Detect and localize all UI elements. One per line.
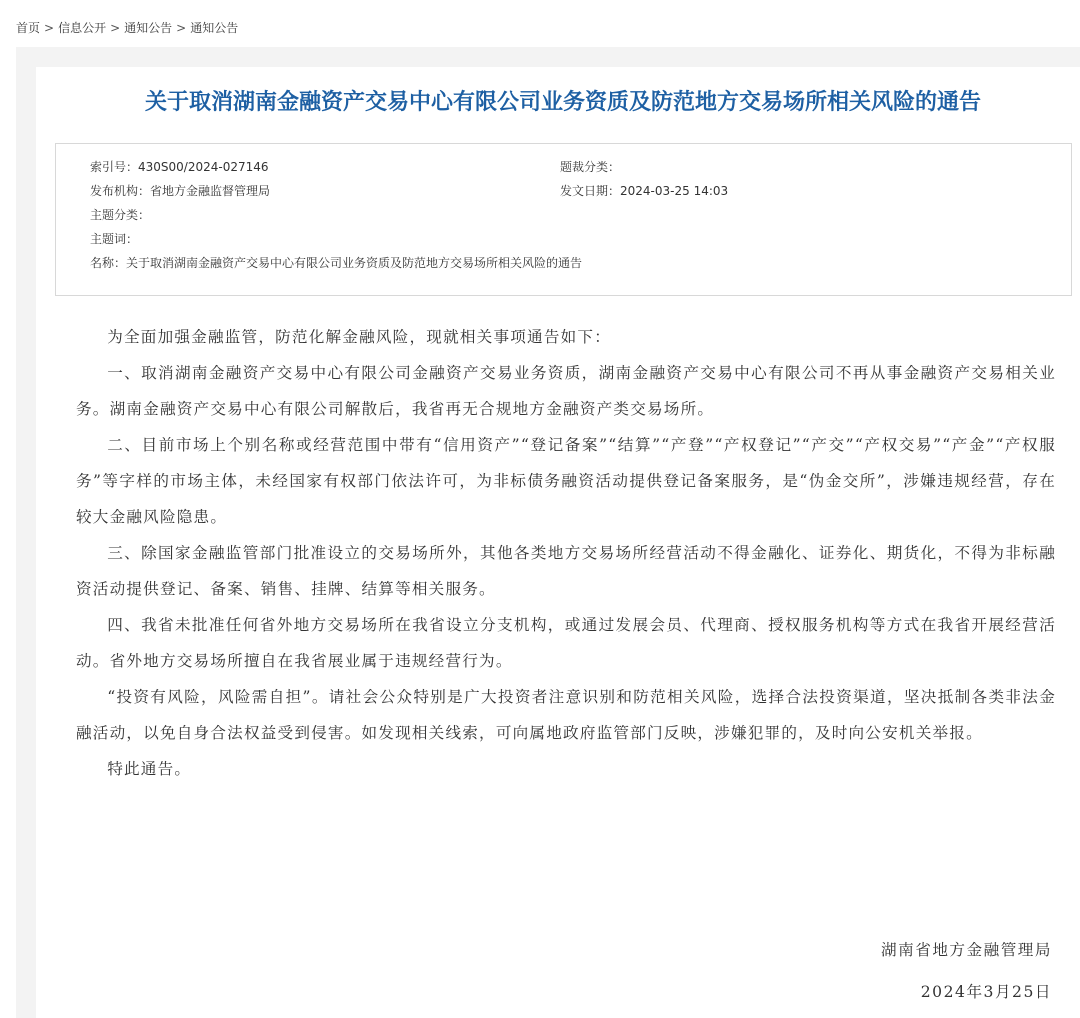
breadcrumb-separator: >	[44, 21, 55, 35]
article-body	[76, 319, 1056, 787]
breadcrumb-current-link[interactable]: 通知公告	[190, 21, 239, 35]
article-paragraph: 一、取消湖南金融资产交易中心有限公司金融资产交易业务资质，湖南金融资产交易中心有限公司不再从事金融资产交易相关业务。湖南金融资产交易中心有限公司解散后，我省再无合规地方金融资产类交易场所。	[76, 364, 1056, 418]
meta-index	[90, 159, 269, 175]
meta-topic-label: 主题分类：	[90, 208, 151, 222]
article-paragraph: 二、目前市场上个别名称或经营范围中带有“信用资产”“登记备案”“结算”“产登”“产权登记”“产交”“产权交易”“产金”“产权服务”等字样的市场主体，未经国家有权部门依法许可，为非标债务融资活动提供登记备案服务，是“伪金交所”，涉嫌违规经营，存在较大金融风险隐患。	[76, 436, 1056, 526]
meta-index-label: 索引号：	[90, 160, 139, 174]
meta-topic	[90, 207, 150, 223]
article-paragraph: “投资有风险，风险需自担”。请社会公众特别是广大投资者注意识别和防范相关风险，选择合法投资渠道，坚决抵制各类非法金融活动，以免自身合法权益受到侵害。如发现相关线索，可向属地政府监管部门反映，涉嫌犯罪的，及时向公安机关举报。	[76, 688, 1056, 742]
meta-name-label: 名称：	[90, 256, 127, 270]
article-paragraph: 特此通告。	[107, 760, 192, 778]
meta-publisher	[90, 183, 270, 199]
breadcrumb	[16, 20, 238, 36]
meta-name	[90, 255, 582, 271]
breadcrumb-separator: >	[110, 21, 121, 35]
breadcrumb-separator: >	[176, 21, 187, 35]
article-paragraph: 三、除国家金融监管部门批准设立的交易场所外，其他各类地方交易场所经营活动不得金融化、证券化、期货化，不得为非标融资活动提供登记、备案、销售、挂牌、结算等相关服务。	[76, 544, 1056, 598]
meta-publisher-value: 省地方金融监督管理局	[150, 184, 271, 198]
meta-date-value: 2024-03-25 14:03	[620, 184, 729, 198]
breadcrumb-notice-link[interactable]: 通知公告	[124, 21, 173, 35]
article-paragraph: 为全面加强金融监管，防范化解金融风险，现就相关事项通告如下：	[107, 328, 612, 346]
article-paragraph: 四、我省未批准任何省外地方交易场所在我省设立分支机构，或通过发展会员、代理商、授权服务机构等方式在我省开展经营活动。省外地方交易场所擅自在我省展业属于违规经营行为。	[76, 616, 1056, 670]
meta-keywords-label: 主题词：	[90, 232, 139, 246]
breadcrumb-home-link[interactable]: 首页	[16, 21, 41, 35]
signature-date: 2024年3月25日	[920, 983, 1052, 1001]
meta-category	[560, 159, 620, 175]
meta-publisher-label: 发布机构：	[90, 184, 151, 198]
meta-keywords	[90, 231, 138, 247]
meta-category-label: 题裁分类：	[560, 160, 621, 174]
meta-index-value: 430S00/2024-027146	[138, 160, 269, 174]
signature-agency: 湖南省地方金融管理局	[881, 941, 1052, 959]
breadcrumb-info-link[interactable]: 信息公开	[58, 21, 107, 35]
meta-date	[560, 183, 728, 199]
meta-name-value: 关于取消湖南金融资产交易中心有限公司业务资质及防范地方交易场所相关风险的通告	[126, 256, 583, 270]
page-title: 关于取消湖南金融资产交易中心有限公司业务资质及防范地方交易场所相关风险的通告	[144, 90, 981, 115]
meta-date-label: 发文日期：	[560, 184, 621, 198]
